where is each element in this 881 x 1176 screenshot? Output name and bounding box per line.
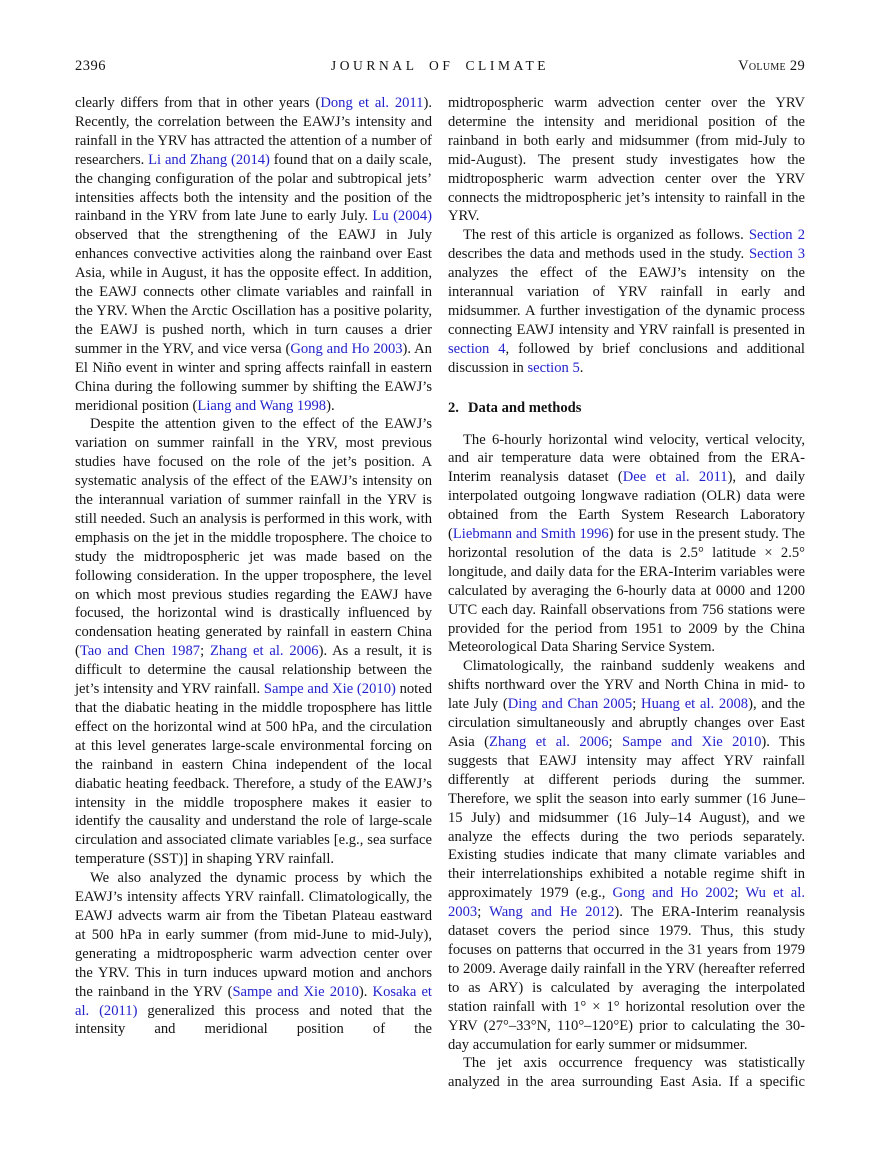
citation-link[interactable]: Ding and Chan 2005 xyxy=(507,696,633,713)
citation-link[interactable]: Section 3 xyxy=(749,246,805,263)
left-column xyxy=(75,94,432,1092)
paragraph: The 6-hourly horizontal wind velocity, vertical velocity, and air temperature data were obtained from the ERA-Interim reanalysis dataset (Dee et al. 2011), and daily interpolated outgoing longwave radiation (OLR) data were obtained from the Earth System Research Laboratory (Liebmann and Smith 1996) for use in the present study. The horizontal resolution of the data is 2.5° latitude × 2.5° longitude, and daily data for the ERA-Interim variables were calculated by averaging the 6-hourly data at 0000 and 1200 UTC each day. Rainfall observations from 756 stations were provided for the period from 1951 to 2009 by the China Meteorological Data Sharing Service System. xyxy=(448,431,805,656)
citation-link[interactable]: Gong and Ho 2002 xyxy=(612,885,735,902)
section-title: Data and methods xyxy=(467,399,582,416)
citation-link[interactable]: Liang and Wang 1998 xyxy=(197,397,327,414)
citation-link[interactable]: Sampe and Xie 2010 xyxy=(232,983,359,1000)
citation-link[interactable]: Lu (2004) xyxy=(372,208,432,225)
volume-label: Volume 29 xyxy=(738,58,805,74)
citation-link[interactable]: Section 2 xyxy=(748,227,805,244)
page-header xyxy=(75,58,805,75)
citation-link[interactable]: Sampe and Xie 2010 xyxy=(622,734,762,750)
paragraph: We also analyzed the dynamic process by which the EAWJ’s intensity affects YRV rainfall. Climatologically, the EAWJ advects warm air from the Tibetan Plateau eastward at 500 hPa in early summer (from mid-June to mid-July), generating a midtropospheric warm advection center over the YRV. This in turn induces upward motion and anchors the rainband in the YRV (Sampe and Xie 2010). Kosaka et al. (2011) generalized this process and noted that the intensity and meridional position of the xyxy=(75,870,432,1038)
journal-title: JOURNAL OF CLIMATE xyxy=(330,58,550,73)
paragraph: Despite the attention given to the effect of the EAWJ’s variation on summer rainfall in the YRV, most previous studies have focused on the role of the jet’s position. A systematic analysis of the effect of the EAWJ’s intensity on the interannual variation of summer rainfall in the YRV is still needed. Such an analysis is performed in this work, with emphasis on the jet in the middle troposphere. The choice to study the midtropospheric jet was made based on the following consideration. In the upper troposphere, the level on which most previous studies regarding the EAWJ have focused, the horizontal wind is drastically influenced by condensation heating generated by rainfall in eastern China (Tao and Chen 1987; Zhang et al. 2006). As a result, it is difficult to determine the causal relationship between the jet’s intensity and YRV rainfall. Sampe and Xie (2010) noted that the diabatic heating in the middle troposphere has little effect on the horizontal wind at 500 hPa, and the circulation at this level generates large-scale environmental forcing on the rainband in eastern China independent of the local diabatic heating feedback. Therefore, a study of the EAWJ’s intensity in the middle troposphere makes it easier to identify the causality and understand the role of large-scale circulation and associated climate variables [e.g., sea surface temperature (SST)] in shaping YRV rainfall. xyxy=(75,416,433,868)
two-column-body xyxy=(75,94,805,1092)
paragraph: The rest of this article is organized as follows. Section 2 describes the data and methods used in the study. Section 3 analyzes the effect of the EAWJ’s intensity on the interannual variation of YRV rainfall in early and midsummer. A further investigation of the dynamic process connecting EAWJ intensity and YRV rainfall is presented in section 4, followed by brief conclusions and additional discussion in section 5. xyxy=(448,227,805,376)
page-number: 2396 xyxy=(75,58,106,74)
citation-link[interactable]: Sampe and Xie (2010) xyxy=(263,681,396,698)
citation-link[interactable]: section 4 xyxy=(448,340,506,357)
citation-link[interactable]: Dee et al. 2011 xyxy=(622,469,728,486)
citation-link[interactable]: Kosaka et al. (2011) xyxy=(75,983,432,1019)
citation-link[interactable]: Gong and Ho 2003 xyxy=(290,340,403,357)
right-column xyxy=(448,94,805,1092)
section-number: 2. xyxy=(448,399,459,416)
citation-link[interactable]: Wu et al. 2003 xyxy=(448,885,805,921)
citation-link[interactable]: Huang et al. 2008 xyxy=(641,696,749,713)
paragraph: The jet axis occurrence frequency was statistically analyzed in the area surrounding East Asia. If a specific xyxy=(448,1055,805,1091)
citation-link[interactable]: Tao and Chen 1987 xyxy=(79,643,201,660)
citation-link[interactable]: section 5 xyxy=(527,359,580,376)
paragraph: midtropospheric warm advection center over the YRV determine the intensity and meridional position of the rainband in both early and midsummer (from mid-July to mid-August). The present study investigates how the midtropospheric warm advection center over the YRV connects the midtropospheric jet’s intensity to rainfall in the YRV. xyxy=(448,95,805,225)
paragraph: Climatologically, the rainband suddenly weakens and shifts northward over the YRV and North China in mid- to late July (Ding and Chan 2005; Huang et al. 2008), and the circulation simultaneously and abruptly changes over East Asia (Zhang et al. 2006; Sampe and Xie 2010). This suggests that EAWJ intensity may affect YRV rainfall differently at different periods during the summer. Therefore, we split the season into early summer (16 June–15 July) and midsummer (16 July–14 August), and we analyze the effects during the two periods separately. Existing studies indicate that many climate variables and their interrelationships exhibited a notable regime shift in approximately 1979 (e.g., Gong and Ho 2002; Wu et al. 2003; Wang and He 2012). The ERA-Interim reanalysis dataset covers the period since 1979. Thus, this study focuses on patterns that occurred in the 31 years from 1979 to 2009. Average daily rainfall in the YRV (hereafter referred to as ARY) is calculated by averaging the interpolated station rainfall with 1° × 1° horizontal resolution over the YRV (27°–33°N, 110°–120°E) prior to calculating the 30-day accumulation for early summer or midsummer. xyxy=(448,658,805,1053)
citation-link[interactable]: Liebmann and Smith 1996 xyxy=(452,526,609,543)
journal-page xyxy=(75,0,805,1092)
section-heading xyxy=(448,399,805,418)
citation-link[interactable]: Li and Zhang (2014) xyxy=(148,151,270,168)
citation-link[interactable]: Dong et al. 2011 xyxy=(320,95,424,111)
paragraph: clearly differs from that in other years (Dong et al. 2011). Recently, the correlation between the EAWJ’s intensity and rainfall in the YRV has attracted the attention of a number of researchers. Li and Zhang (2014) found that on a daily scale, the changing configuration of the polar and subtropical jets’ intensities affects both the intensity and the position of the rainband in the YRV from late June to early July. Lu (2004) observed that the strengthening of the EAWJ in July enhances convective activities along the rainband over East Asia, while in August, it has the opposite effect. In addition, the EAWJ connects other climate variables and rainfall in the YRV. When the Arctic Oscillation has a positive polarity, the EAWJ is pushed north, which in turn causes a drier summer in the YRV, and vice versa (Gong and Ho 2003). An El Niño event in winter and spring affects rainfall in eastern China during the following summer by shifting the EAWJ’s meridional position (Liang and Wang 1998). xyxy=(75,95,432,414)
citation-link[interactable]: Zhang et al. 2006 xyxy=(209,643,319,660)
citation-link[interactable]: Zhang et al. 2006 xyxy=(489,734,609,750)
citation-link[interactable]: Wang and He 2012 xyxy=(489,904,615,921)
